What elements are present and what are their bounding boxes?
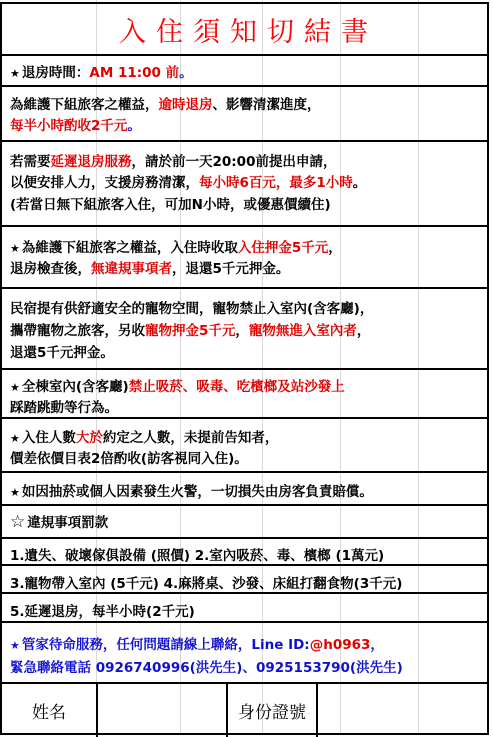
penalty-item-row[interactable]: 1.遺失、破壞傢俱設備 (照價) 2.室內吸菸、毒、檳榔 (1萬元) [2,539,487,566]
name-label: 姓名 [2,684,98,737]
star-icon: ★ [10,242,20,255]
outline-star-icon: ☆ [10,512,26,532]
id-number-field[interactable] [318,684,487,737]
form-title: 入住須知切結書 [2,4,487,56]
star-icon: ★ [10,486,20,499]
no-smoking-row[interactable]: ★ 全棟室內(含客廳)禁止吸菸、吸毒、吃檳榔及站沙發上 踩踏跳動等行為。 [2,370,487,419]
pets-row[interactable]: 民宿提有供舒適安全的寵物空間，寵物禁止入室內(含客廳)， 攜帶寵物之旅客，另收寵物押金5千元，寵物無進入室內者， 退還5千元押金。 [2,289,487,370]
agreement-form [0,2,489,735]
extend-checkout-row[interactable]: 若需要延遲退房服務，請於前一天20:00前提出申請， 以便安排人力，支援房務清潔，每小時6百元，最多1小時。 (若當日無下組旅客入住，可加N小時，或優惠價續住) [2,142,487,227]
emergency-phone: 緊急聯絡電話 0926740996(洪先生)、0925153790(洪先生) [10,660,403,676]
deposit-row[interactable]: ★ 為維護下組旅客之權益，入住時收取入住押金5千元， 退房檢查後，無違規事項者，退還5千元押金。 [2,227,487,289]
id-number-label: 身份證號 [228,684,318,737]
star-icon: ★ [10,432,20,445]
signature-row [2,684,487,737]
contact-row[interactable]: ★ 管家待命服務，任何問題請線上聯絡，Line ID:@h0963， 緊急聯絡電話 0926740996(洪先生)、0925153790(洪先生) [2,623,487,684]
penalty-item-row[interactable]: 3.寵物帶入室內 (5千元) 4.麻將桌、沙發、床組打翻食物(3千元) [2,566,487,594]
late-checkout-row[interactable]: 為維護下組旅客之權益，逾時退房、影響清潔進度， 每半小時酌收2千元。 [2,87,487,142]
fire-liability-row[interactable]: ★ 如因抽菸或個人因素發生火警，一切損失由房客負責賠償。 [2,473,487,506]
guest-count-row[interactable]: ★ 入住人數大於約定之人數，未提前告知者， 價差依價目表2倍酌收(訪客視同入住)。 [2,419,487,473]
star-icon: ★ [10,639,20,652]
name-field[interactable] [98,684,228,737]
line-id: @h0963 [309,637,371,653]
star-icon: ★ [10,67,20,80]
checkout-time-row[interactable]: ★ 退房時間：AM 11:00 前。 [2,56,487,87]
checkout-time: AM 11:00 前 [89,65,180,81]
penalty-item-row[interactable]: 5.延遲退房，每半小時(2千元) [2,594,487,623]
penalty-header-row[interactable]: ☆ 違規事項罰款 [2,506,487,539]
star-icon: ★ [10,381,20,394]
